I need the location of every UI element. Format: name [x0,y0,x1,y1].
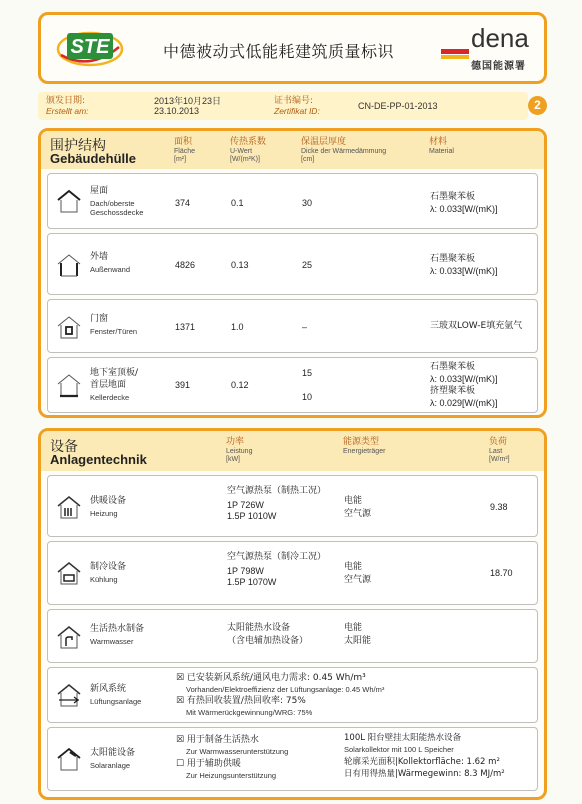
ste-logo-text: STE [70,36,110,58]
heating-power-2: 1.5P 1010W [227,511,277,521]
wall-u: 0.13 [231,260,249,270]
roof-name-de2: Geschossdecke [90,208,144,217]
basement-insulation-2: 10 [302,392,313,402]
cert-label-cn: 证书编号: [274,96,314,106]
cert-id: CN-DE-PP-01-2013 [358,101,438,111]
windows-name-cn: 门窗 [90,314,109,324]
tech-title-de: Anlagentechnik [50,452,147,467]
issue-date-cn: 2013年10月23日 [154,96,222,106]
solar-line-4: Zur Heizungsunterstützung [186,771,277,780]
wall-material: 石墨聚苯板 [430,254,476,264]
envelope-title-de: Gebäudehülle [50,151,136,166]
heating-load: 9.38 [490,502,508,512]
col-head-load: 负荷 Last [W/m²] [489,437,510,463]
heating-name-cn: 供暖设备 [90,496,127,506]
envelope-row-roof [47,173,538,229]
issue-date-label-cn: 颁发日期: [46,96,86,106]
wall-name-de: Außenwand [90,265,131,274]
house-heating-icon [56,494,82,520]
basement-material-2: 挤塑聚苯板 [430,386,476,396]
hot-water-name-de: Warmwasser [90,637,134,646]
solar-right-4: 日有用得热量|Wärmegewinn: 8.3 MJ/m² [344,769,505,779]
issue-date-label-de: Erstellt am: [46,106,89,116]
wall-name-cn: 外墙 [90,252,109,262]
roof-area: 374 [175,198,191,208]
col-head-u: 传热系数 U-Wert [W/(m²K)] [230,137,267,163]
basement-insulation-1: 15 [302,368,313,378]
solar-name-cn: 太阳能设备 [90,748,136,758]
tech-row-hot-water [47,609,538,663]
heating-name-de: Heizung [90,509,118,518]
cooling-load: 18.70 [490,568,513,578]
basement-name-cn1: 地下室顶板/ [90,368,139,378]
ventilation-line-3: ☒ 有热回收装置/热回收率: 75% [176,696,306,706]
tech-row-heating [47,475,538,537]
cooling-name-de: Kühlung [90,575,118,584]
col-head-energy: 能源类型 Energieträger [343,437,386,455]
ventilation-name-de: Lüftungsanlage [90,697,142,706]
dena-subtitle: 德国能源署 [471,61,526,72]
envelope-title-cn: 围护结构 [50,138,106,154]
roof-insulation: 30 [302,198,313,208]
heating-power-type: 空气源热泵（制热工况） [227,486,327,496]
header-box [38,12,547,84]
tech-row-cooling [47,541,538,605]
ventilation-line-4: Mit Wärmerückgewinnung/WRG: 75% [186,708,313,717]
windows-u: 1.0 [231,322,244,332]
tech-section [38,428,547,800]
ventilation-name-cn: 新风系统 [90,684,127,694]
col-head-material: 材料 Material [429,137,454,155]
windows-material: 三玻双LOW-E填充氩气 [430,321,523,331]
roof-name-de1: Dach/oberste [90,199,135,208]
hot-water-power-1: 太阳能热水设备 [227,623,291,633]
house-cooling-icon [56,560,82,586]
windows-insulation: – [302,322,308,332]
dena-word: dena [471,23,529,53]
dena-bar-red [441,49,469,54]
solar-name-de: Solaranlage [90,761,131,770]
solar-right-2: Solarkollektor mit 100 L Speicher [344,745,454,754]
cooling-power-1: 1P 798W [227,566,264,576]
issue-date-de: 23.10.2013 [154,106,200,116]
hot-water-power-2: （含电辅加热设备） [227,636,309,646]
house-ventilation-icon [56,682,82,708]
col-head-power: 功率 Leistung [kW] [226,437,253,463]
tech-row-solar [47,727,538,791]
basement-area: 391 [175,380,191,390]
wall-area: 4826 [175,260,196,270]
hot-water-name-cn: 生活热水制备 [90,624,145,634]
house-hot-water-icon [56,624,82,650]
roof-u: 0.1 [231,198,244,208]
roof-material: 石墨聚苯板 [430,192,476,202]
heating-power-1: 1P 726W [227,500,264,510]
dena-logo [441,23,541,75]
house-window-icon [56,314,82,340]
envelope-row-wall [47,233,538,295]
ventilation-line-2: Vorhanden/Elektroeffizienz der Lüftungsanlage: 0.45 Wh/m³ [186,685,385,694]
basement-material-1: 石墨聚苯板 [430,362,476,372]
roof-lambda: λ: 0.033[W/(mK)] [430,204,498,214]
basement-u: 0.12 [231,380,249,390]
basement-lambda-2: λ: 0.029[W/(mK)] [430,398,498,408]
cooling-name-cn: 制冷设备 [90,562,127,572]
envelope-row-windows [47,299,538,353]
cooling-energy-1: 电能 [344,562,363,572]
tech-row-ventilation [47,667,538,723]
dena-bar-yellow [441,55,469,59]
cert-label-de: Zertifikat ID: [274,106,320,116]
hot-water-energy-1: 电能 [344,623,363,633]
wall-lambda: λ: 0.033[W/(mK)] [430,266,498,276]
basement-lambda-1: λ: 0.033[W/(mK)] [430,374,498,384]
house-wall-icon [56,252,82,278]
ventilation-line-1: ☒ 已安装新风系统/通风电力需求: 0.45 Wh/m³ [176,673,366,683]
col-head-insulation: 保温层厚度 Dicke der Wärmedämmung [cm] [301,137,387,163]
solar-line-1: ☒ 用于制备生活热水 [176,735,259,745]
basement-name-de: Kellerdecke [90,393,130,402]
cooling-power-type: 空气源热泵（制冷工况） [227,552,327,562]
roof-name-cn: 屋面 [90,186,109,196]
basement-name-cn2: 首层地面 [90,380,127,390]
solar-right-1: 100L 阳台壁挂太阳能热水设备 [344,733,462,743]
house-roof-icon [56,188,82,214]
cooling-power-2: 1.5P 1070W [227,577,277,587]
tech-header [41,431,544,471]
solar-line-2: Zur Warmwasserunterstützung [186,747,289,756]
tech-title-cn: 设备 [50,439,78,455]
page-number-badge: 2 [528,96,547,115]
page-title: 中德被动式低能耗建筑质量标识 [163,42,395,61]
heating-energy-1: 电能 [344,496,363,506]
cooling-energy-2: 空气源 [344,575,372,585]
heating-energy-2: 空气源 [344,509,372,519]
windows-area: 1371 [175,322,196,332]
windows-name-de: Fenster/Türen [90,327,138,336]
wall-insulation: 25 [302,260,313,270]
col-head-area: 面积 Fläche [m²] [174,137,196,163]
hot-water-energy-2: 太阳能 [344,636,372,646]
ste-logo [55,25,125,69]
solar-line-3: ☐ 用于辅助供暖 [176,759,241,769]
house-solar-icon [56,746,82,772]
envelope-row-basement [47,357,538,413]
envelope-section [38,128,547,418]
house-basement-icon [56,372,82,398]
issue-info-row [38,92,528,120]
solar-right-3: 轮廓采光面积|Kollektorfläche: 1.62 m² [344,757,500,767]
envelope-header [41,131,544,169]
